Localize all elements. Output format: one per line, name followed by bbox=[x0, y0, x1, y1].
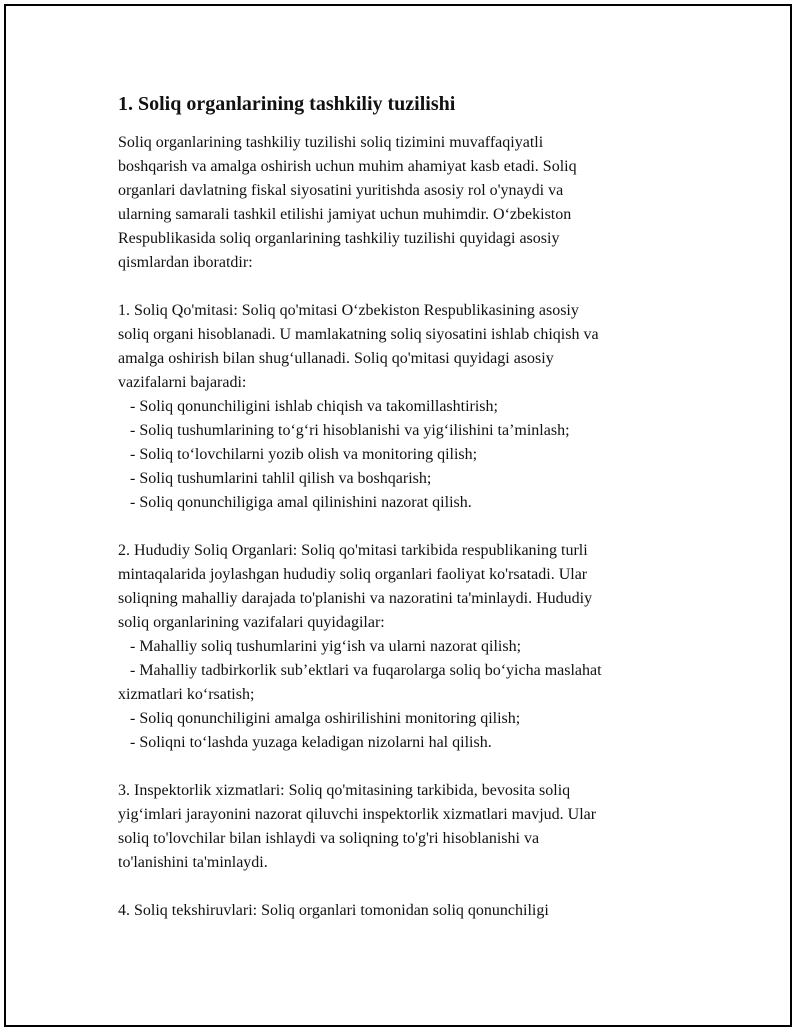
paragraph-gap bbox=[118, 875, 688, 899]
section-4 bbox=[118, 899, 688, 923]
text-line: 2. Hududiy Soliq Organlari: Soliq qo'mitasi tarkibida respublikaning turli bbox=[118, 542, 588, 559]
text-line: soliq organlarining vazifalari quyidagilar: bbox=[118, 614, 385, 631]
text-line: soliq organi hisoblanadi. U mamlakatning soliq siyosatini ishlab chiqish va bbox=[118, 326, 599, 343]
text-line: boshqarish va amalga oshirish uchun muhim ahamiyat kasb etadi. Soliq bbox=[118, 158, 577, 175]
text-line: Soliq organlarining tashkiliy tuzilishi soliq tizimini muvaffaqiyatli bbox=[118, 134, 544, 151]
paragraph-gap bbox=[118, 275, 688, 299]
text-line: to'lanishini ta'minlaydi. bbox=[118, 854, 268, 871]
list-item: - Soliq tushumlarining to‘g‘ri hisoblanishi va yig‘ilishini ta’minlash; bbox=[130, 422, 570, 439]
list-item: - Mahalliy soliq tushumlarini yig‘ish va ularni nazorat qilish; bbox=[130, 638, 522, 655]
section-3 bbox=[118, 779, 688, 875]
text-line: vazifalarni bajaradi: bbox=[118, 374, 247, 391]
text-line: mintaqalarida joylashgan hududiy soliq organlari faoliyat ko'rsatadi. Ular bbox=[118, 566, 588, 583]
intro-paragraph bbox=[118, 131, 688, 275]
section-1 bbox=[118, 299, 688, 515]
paragraph-gap bbox=[118, 755, 688, 779]
list-item: - Soliq to‘lovchilarni yozib olish va monitoring qilish; bbox=[130, 446, 478, 463]
text-line: qismlardan iboratdir: bbox=[118, 254, 253, 271]
document-title: 1. Soliq organlarining tashkiliy tuzilishi bbox=[118, 93, 456, 115]
list-item-continuation: xizmatlari ko‘rsatish; bbox=[118, 686, 255, 703]
section-2 bbox=[118, 539, 688, 755]
text-line: soliq to'lovchilar bilan ishlaydi va soliqning to'g'ri hisoblanishi va bbox=[118, 830, 540, 847]
list-item: - Soliq tushumlarini tahlil qilish va boshqarish; bbox=[130, 470, 432, 487]
text-line: 1. Soliq Qo'mitasi: Soliq qo'mitasi O‘zbekiston Respublikasining asosiy bbox=[118, 302, 579, 319]
text-line: ularning samarali tashkil etilishi jamiyat uchun muhimdir. O‘zbekiston bbox=[118, 206, 572, 223]
text-line: 3. Inspektorlik xizmatlari: Soliq qo'mitasining tarkibida, bevosita soliq bbox=[118, 782, 571, 799]
text-line: yig‘imlari jarayonini nazorat qiluvchi inspektorlik xizmatlari mavjud. Ular bbox=[118, 806, 597, 823]
list-item: - Soliqni to‘lashda yuzaga keladigan nizolarni hal qilish. bbox=[130, 734, 492, 751]
list-item: - Soliq qonunchiligini ishlab chiqish va takomillashtirish; bbox=[130, 398, 498, 415]
text-line: amalga oshirish bilan shug‘ullanadi. Soliq qo'mitasi quyidagi asosiy bbox=[118, 350, 554, 367]
paragraph-gap bbox=[118, 515, 688, 539]
list-item: - Soliq qonunchiligiga amal qilinishini nazorat qilish. bbox=[130, 494, 472, 511]
text-line: Respublikasida soliq organlarining tashkiliy tuzilishi quyidagi asosiy bbox=[118, 230, 560, 247]
text-line: 4. Soliq tekshiruvlari: Soliq organlari tomonidan soliq qonunchiligi bbox=[118, 902, 549, 919]
document-body bbox=[118, 90, 688, 923]
list-item: - Mahalliy tadbirkorlik sub’ektlari va fuqarolarga soliq bo‘yicha maslahat bbox=[130, 662, 602, 679]
text-line: organlari davlatning fiskal siyosatini yuritishda asosiy rol o'ynaydi va bbox=[118, 182, 564, 199]
list-item: - Soliq qonunchiligini amalga oshirilishini monitoring qilish; bbox=[130, 710, 521, 727]
text-line: soliqning mahalliy darajada to'planishi va nazoratini ta'minlaydi. Hududiy bbox=[118, 590, 593, 607]
